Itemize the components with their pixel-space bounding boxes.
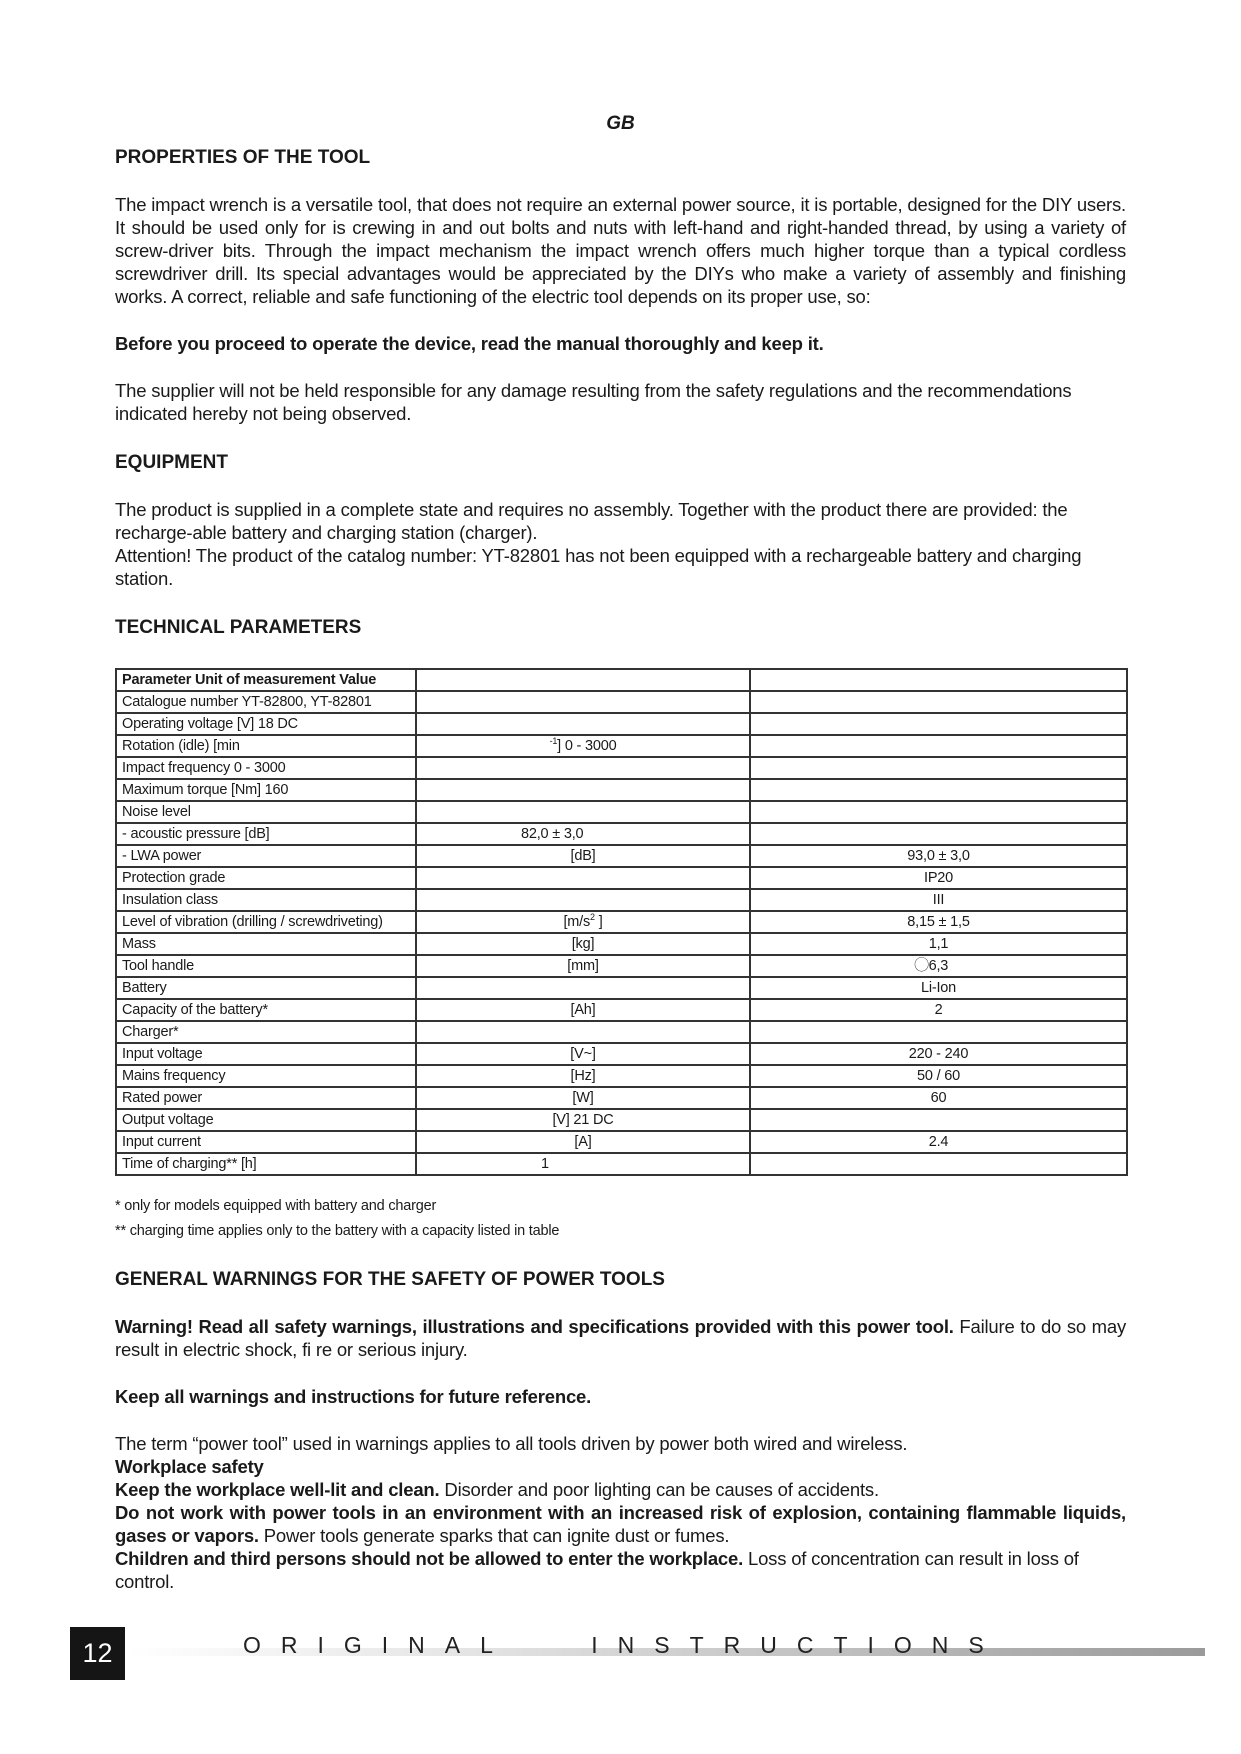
table-row [116,955,1127,977]
unit-cell: [W] [416,1087,750,1109]
value-cell: 50 / 60 [750,1065,1127,1087]
unit-cell: [Hz] [416,1065,750,1087]
param-cell: Maximum torque [Nm] 160 [116,779,416,801]
unit-cell: [V~] [416,1043,750,1065]
value-cell: 60 [750,1087,1127,1109]
table-row [116,867,1127,889]
param-cell: Input voltage [116,1043,416,1065]
table-row [116,1043,1127,1065]
warning-rest: Failure to do so may result in electric shock, fi re or serious injury. [115,1316,1126,1360]
unit-cell [416,735,750,757]
unit-cell [416,691,750,713]
unit-cell [416,977,750,999]
term-definition: The term “power tool” used in warnings applies to all tools driven by power both wired and wireless. [115,1433,908,1454]
unit-cell [416,801,750,823]
table-row [116,845,1127,867]
page-content [115,146,1126,1593]
footnote-2: ** charging time applies only to the battery with a capacity listed in table [115,1223,560,1239]
rule-rest: Loss of concentration can result in loss of control. [115,1548,1079,1592]
table-row [116,1021,1127,1043]
unit-cell [416,713,750,735]
table-row [116,1131,1127,1153]
unit-cell [416,669,750,691]
section-title-equipment: EQUIPMENT [115,452,228,473]
section-title-technical: TECHNICAL PARAMETERS [115,617,362,638]
footnote-1: * only for models equipped with battery and charger [115,1198,437,1214]
unit-cell [416,1021,750,1043]
value-cell: 1,1 [750,933,1127,955]
unit-cell [416,911,750,933]
warning-bold: Warning! Read all safety warnings, illustrations and specifications provided with this power tool. [115,1316,954,1337]
value-cell [750,1153,1127,1175]
rule-bold: Keep the workplace well-lit and clean. [115,1479,440,1500]
param-cell: Insulation class [116,889,416,911]
param-cell: Impact frequency 0 - 3000 [116,757,416,779]
param-cell: Parameter Unit of measurement Value [116,669,416,691]
unit-text: [m/s [563,914,591,930]
unit-cell: [dB] [416,845,750,867]
value-cell [750,779,1127,801]
value-cell: 220 - 240 [750,1043,1127,1065]
value-cell: IP20 [750,867,1127,889]
workplace-safety-title: Workplace safety [115,1456,264,1477]
technical-parameters-table [115,668,1128,1176]
param-cell: Input current [116,1131,416,1153]
table-row [116,713,1127,735]
keep-warnings-note: Keep all warnings and instructions for future reference. [115,1386,592,1407]
param-cell: - LWA power [116,845,416,867]
unit-cell: [A] [416,1131,750,1153]
table-row [116,669,1127,691]
value-cell [750,757,1127,779]
param-cell: Catalogue number YT-82800, YT-82801 [116,691,416,713]
unit-cell [416,757,750,779]
table-row [116,691,1127,713]
table-row [116,801,1127,823]
value-cell: 2.4 [750,1131,1127,1153]
table-row [116,933,1127,955]
superscript: 2 [590,912,595,923]
param-cell: Protection grade [116,867,416,889]
unit-cell [416,779,750,801]
table-row [116,911,1127,933]
param-cell: Charger* [116,1021,416,1043]
unit-cell: [kg] [416,933,750,955]
equipment-paragraph: The product is supplied in a complete state and requires no assembly. Together with the product there are provided: the recharge-able battery and charging station (charger). [115,499,1068,543]
unit-cell [416,867,750,889]
value-cell [750,1021,1127,1043]
table-row [116,1065,1127,1087]
value-cell [750,801,1127,823]
value-cell: Li-Ion [750,977,1127,999]
table-row [116,735,1127,757]
rule-rest: Disorder and poor lighting can be causes of accidents. [439,1479,879,1500]
unit-cell: 1 [416,1153,750,1175]
unit-text: ] 0 - 3000 [557,738,617,754]
value-cell [750,669,1127,691]
table-row [116,779,1127,801]
param-cell: Noise level [116,801,416,823]
equipment-attention: Attention! The product of the catalog number: YT-82801 has not been equipped with a rechargeable battery and charging station. [115,545,1082,589]
rule-rest: Power tools generate sparks that can ignite dust or fumes. [258,1525,730,1546]
supplier-disclaimer: The supplier will not be held responsible for any damage resulting from the safety regulations and the recommendations indicated hereby not being observed. [115,380,1072,424]
workplace-rule-2 [115,1501,1126,1547]
param-cell: Level of vibration (drilling / screwdriveting) [116,911,416,933]
param-cell: Time of charging** [h] [116,1153,416,1175]
section-title-safety: GENERAL WARNINGS FOR THE SAFETY OF POWER TOOLS [115,1269,665,1290]
value-cell: 2 [750,999,1127,1021]
table-row [116,889,1127,911]
param-cell: Rotation (idle) [min [116,735,416,757]
param-cell: Output voltage [116,1109,416,1131]
value-cell [750,713,1127,735]
table-row [116,999,1127,1021]
rule-bold: Do not work with power tools in an environment with an increased risk of explosion, containing flammable liquids, gases or vapors. [115,1502,1126,1546]
value-cell [750,1109,1127,1131]
param-cell: Capacity of the battery* [116,999,416,1021]
section-title-properties: PROPERTIES OF THE TOOL [115,147,371,168]
unit-cell: [V] 21 DC [416,1109,750,1131]
workplace-rule-1 [115,1478,1126,1501]
param-cell: Mass [116,933,416,955]
rule-bold: Children and third persons should not be allowed to enter the workplace. [115,1548,744,1569]
warning-paragraph [115,1315,1126,1361]
unit-cell: 82,0 ± 3,0 [416,823,750,845]
language-code: GB [606,113,635,134]
superscript: -1 [549,736,558,747]
unit-cell: [Ah] [416,999,750,1021]
value-cell [750,691,1127,713]
unit-text-end: ] [594,914,603,930]
table-row [116,1153,1127,1175]
param-cell: Mains frequency [116,1065,416,1087]
param-cell: Battery [116,977,416,999]
table-row [116,1109,1127,1131]
param-cell: Operating voltage [V] 18 DC [116,713,416,735]
footer-original-instructions: ORIGINAL INSTRUCTIONS [243,1632,1004,1658]
value-cell: ⃝6,3 [750,955,1127,977]
read-manual-note: Before you proceed to operate the device, read the manual thoroughly and keep it. [115,333,824,354]
workplace-rule-3 [115,1547,1126,1593]
table-row [116,823,1127,845]
properties-paragraph: The impact wrench is a versatile tool, that does not require an external power source, it is portable, designed for the DIY users. It should be used only for is crewing in and out bolts and nuts with left-hand and right-handed thread, by using a variety of screw-driver bits. Through the impact mechanism the impact wrench offers much higher torque than a typical cordless screwdriver drill. Its special advantages would be appreciated by the DIYs who make a variety of assembly and finishing works. A correct, reliable and safe functioning of the electric tool depends on its proper use, so: [115,194,1126,307]
table-footnotes [115,1194,1126,1244]
value-cell: 93,0 ± 3,0 [750,845,1127,867]
param-cell: - acoustic pressure [dB] [116,823,416,845]
table-row [116,977,1127,999]
unit-cell: [mm] [416,955,750,977]
param-cell: Tool handle [116,955,416,977]
value-cell: 8,15 ± 1,5 [750,911,1127,933]
value-cell [750,735,1127,757]
param-cell: Rated power [116,1087,416,1109]
value-cell [750,823,1127,845]
table-row [116,1087,1127,1109]
table-row [116,757,1127,779]
unit-cell [416,889,750,911]
value-cell: III [750,889,1127,911]
page-number: 12 [70,1627,125,1680]
